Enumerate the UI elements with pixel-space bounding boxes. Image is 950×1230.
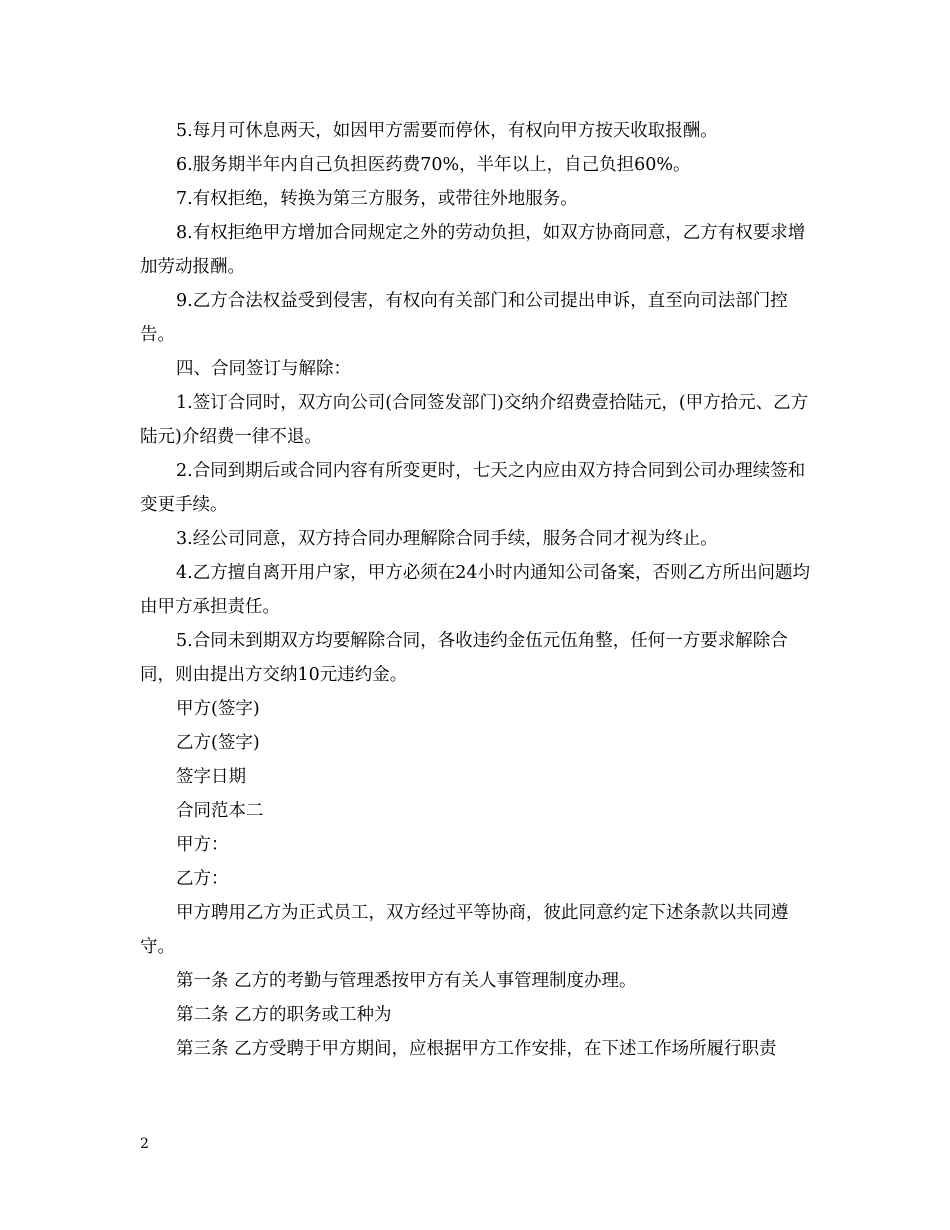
paragraph: 3.经公司同意，双方持合同办理解除合同手续，服务合同才视为终止。 bbox=[176, 529, 718, 549]
paragraph: 2.合同到期后或合同内容有所变更时，七天之内应由双方持合同到公司办理续签和变更手续。 bbox=[140, 461, 806, 515]
party-b-line: 乙方： bbox=[176, 869, 229, 889]
section-heading: 四、合同签订与解除： bbox=[176, 359, 351, 379]
party-a-line: 甲方： bbox=[176, 835, 229, 855]
document-body bbox=[140, 114, 815, 1066]
paragraph: 1.签订合同时，双方向公司(合同签发部门)交纳介绍费壹拾陆元，(甲方拾元、乙方陆元)介绍费一律不退。 bbox=[140, 393, 809, 447]
paragraph: 4.乙方擅自离开用户家，甲方必须在24小时内通知公司备案，否则乙方所出问题均由甲方承担责任。 bbox=[140, 563, 810, 617]
signature-line-party-a: 甲方(签字) bbox=[176, 699, 260, 719]
paragraph: 5.每月可休息两天，如因甲方需要而停休，有权向甲方按天收取报酬。 bbox=[176, 121, 718, 141]
page-number: 2 bbox=[140, 1136, 149, 1152]
paragraph: 6.服务期半年内自己负担医药费70%，半年以上，自己负担60%。 bbox=[176, 155, 691, 175]
paragraph: 9.乙方合法权益受到侵害，有权向有关部门和公司提出申诉，直至向司法部门控告。 bbox=[140, 291, 788, 345]
article-paragraph: 第三条 乙方受聘于甲方期间，应根据甲方工作安排，在下述工作场所履行职责 bbox=[176, 1039, 777, 1059]
paragraph: 甲方聘用乙方为正式员工，双方经过平等协商，彼此同意约定下述条款以共同遵守。 bbox=[140, 903, 789, 957]
paragraph: 7.有权拒绝，转换为第三方服务，或带往外地服务。 bbox=[176, 189, 578, 209]
paragraph: 5.合同未到期双方均要解除合同，各收违约金伍元伍角整，任何一方要求解除合同，则由提出方交纳10元违约金。 bbox=[140, 631, 788, 685]
signature-line-party-b: 乙方(签字) bbox=[176, 733, 260, 753]
contract-template-title: 合同范本二 bbox=[176, 801, 264, 821]
article-paragraph: 第一条 乙方的考勤与管理悉按甲方有关人事管理制度办理。 bbox=[176, 971, 637, 991]
article-paragraph: 第二条 乙方的职务或工种为 bbox=[176, 1005, 392, 1025]
signature-date-line: 签字日期 bbox=[176, 767, 246, 787]
paragraph: 8.有权拒绝甲方增加合同规定之外的劳动负担，如双方协商同意，乙方有权要求增加劳动报酬。 bbox=[140, 223, 806, 277]
